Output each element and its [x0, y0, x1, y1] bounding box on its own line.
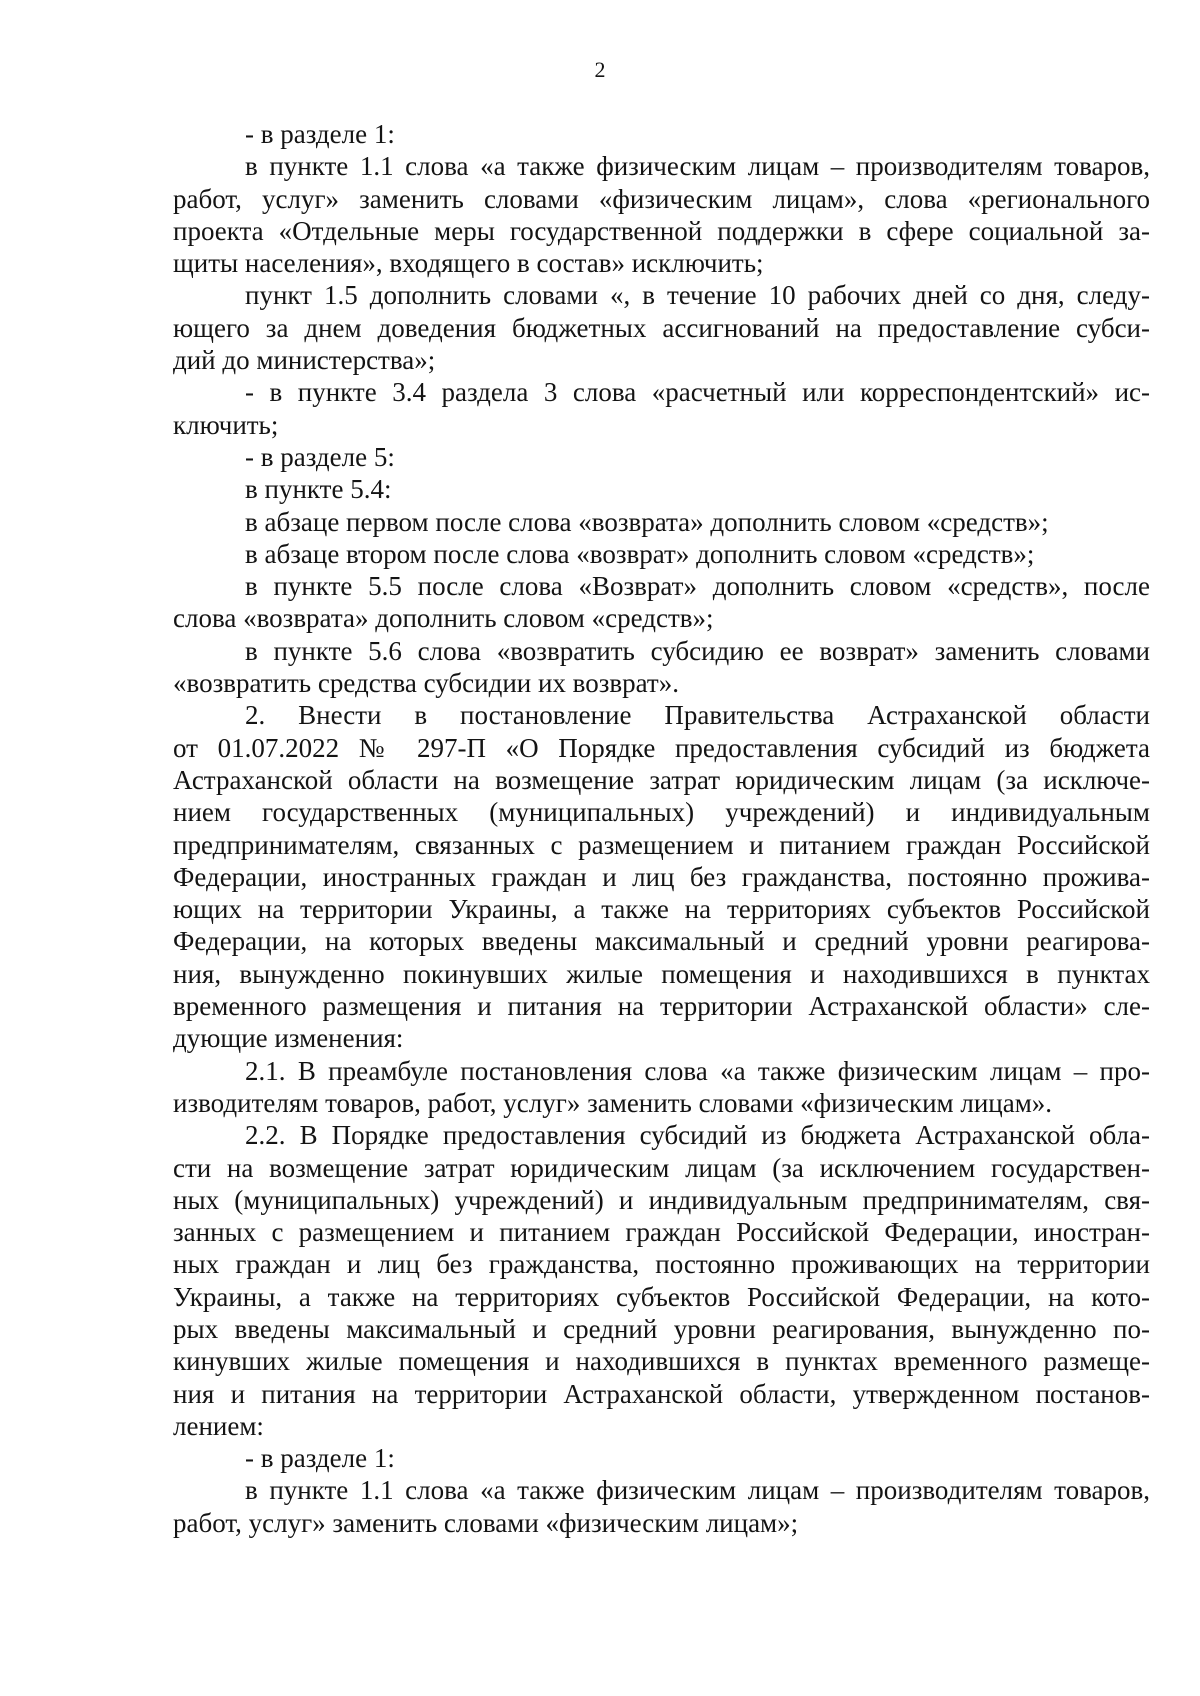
paragraph [173, 635, 1150, 700]
text-line: ющих на территории Украины, а также на территориях субъектов Российской [173, 894, 1150, 925]
text-line: в пункте 5.6 слова «возвратить субсидию ее возврат» заменить словами [245, 635, 1150, 666]
paragraph [173, 1474, 1150, 1539]
paragraph [173, 1055, 1150, 1120]
text-line: в пункте 1.1 слова «а также физическим лицам – производителям товаров, [245, 151, 1150, 182]
text-line: - в разделе 1: [245, 119, 395, 149]
text-line: предпринимателям, связанных с размещением и питанием граждан Российской [173, 829, 1150, 860]
text-line: Украины, а также на территориях субъектов Российской Федерации, на кото- [173, 1281, 1150, 1312]
document-body [173, 118, 1150, 1539]
text-line: в пункте 1.1 слова «а также физическим лицам – производителям товаров, [245, 1475, 1150, 1506]
paragraph [173, 570, 1150, 635]
paragraph [173, 473, 1150, 505]
text-line: - в пункте 3.4 раздела 3 слова «расчетный или корреспондентский» ис- [245, 377, 1150, 408]
text-line: 2.2. В Порядке предоставления субсидий из бюджета Астраханской обла- [245, 1120, 1150, 1151]
text-line: проекта «Отдельные меры государственной поддержки в сфере социальной за- [173, 215, 1150, 246]
text-line: ния, вынужденно покинувших жилые помещения и находившихся в пунктах [173, 958, 1150, 989]
text-line: в пункте 5.5 после слова «Возврат» дополнить словом «средств», после [245, 571, 1150, 602]
paragraph [173, 441, 1150, 473]
text-line: ных граждан и лиц без гражданства, постоянно проживающих на территории [173, 1249, 1150, 1280]
text-line: Федерации, на которых введены максимальный и средний уровни реагирова- [173, 926, 1150, 957]
paragraph [173, 376, 1150, 441]
text-line: Астраханской области на возмещение затрат юридическим лицам (за исключе- [173, 764, 1150, 795]
text-line: в абзаце первом после слова «возврата» дополнить словом «средств»; [245, 506, 1049, 537]
text-line: дий до министерства»; [173, 345, 436, 376]
text-line: 2. Внести в постановление Правительства Астраханской области [245, 700, 1150, 731]
text-line: в пункте 5.4: [245, 474, 392, 505]
text-line: Федерации, иностранных граждан и лиц без гражданства, постоянно прожива- [173, 861, 1150, 892]
text-line: ния и питания на территории Астраханской области, утвержденном постанов- [173, 1378, 1150, 1409]
text-line: - в разделе 1: [245, 1443, 395, 1474]
paragraph [173, 699, 1150, 1054]
text-line: ключить; [173, 409, 279, 440]
text-line: ных (муниципальных) учреждений) и индивидуальным предпринимателям, свя- [173, 1184, 1150, 1215]
paragraph [173, 279, 1150, 376]
text-line: ющего за днем доведения бюджетных ассигнований на предоставление субси- [173, 312, 1150, 343]
paragraph [173, 1119, 1150, 1442]
text-line: дующие изменения: [173, 1023, 404, 1054]
text-line: работ, услуг» заменить словами «физическим лицам», слова «регионального [173, 183, 1150, 214]
text-line: изводителям товаров, работ, услуг» заменить словами «физическим лицам». [173, 1087, 1053, 1118]
text-line: рых введены максимальный и средний уровни реагирования, вынужденно по- [173, 1313, 1150, 1344]
text-line: занных с размещением и питанием граждан Российской Федерации, иностран- [173, 1217, 1150, 1248]
text-line: лением: [173, 1410, 264, 1441]
paragraph [173, 150, 1150, 279]
text-line: в абзаце втором после слова «возврат» дополнить словом «средств»; [245, 538, 1035, 569]
page-number: 2 [594, 57, 606, 82]
text-line: от 01.07.2022 № 297-П «О Порядке предоставления субсидий из бюджета [173, 732, 1150, 763]
text-line: кинувших жилые помещения и находившихся в пунктах временного размеще- [173, 1346, 1150, 1377]
text-line: 2.1. В преамбуле постановления слова «а также физическим лицам – про- [245, 1055, 1150, 1086]
paragraph [173, 1442, 1150, 1474]
text-line: «возвратить средства субсидии их возврат». [173, 668, 679, 699]
text-line: нием государственных (муниципальных) учреждений) и индивидуальным [173, 797, 1150, 828]
paragraph [173, 118, 1150, 150]
text-line: - в разделе 5: [245, 441, 395, 472]
paragraph [173, 538, 1150, 570]
text-line: слова «возврата» дополнить словом «средств»; [173, 603, 714, 634]
text-line: работ, услуг» заменить словами «физическим лицам»; [173, 1507, 799, 1538]
text-line: временного размещения и питания на территории Астраханской области» сле- [173, 991, 1150, 1022]
text-line: щиты населения», входящего в состав» исключить; [173, 248, 764, 279]
text-line: сти на возмещение затрат юридическим лицам (за исключением государствен- [173, 1152, 1150, 1183]
text-line: пункт 1.5 дополнить словами «, в течение 10 рабочих дней со дня, следу- [245, 280, 1150, 311]
paragraph [173, 506, 1150, 538]
